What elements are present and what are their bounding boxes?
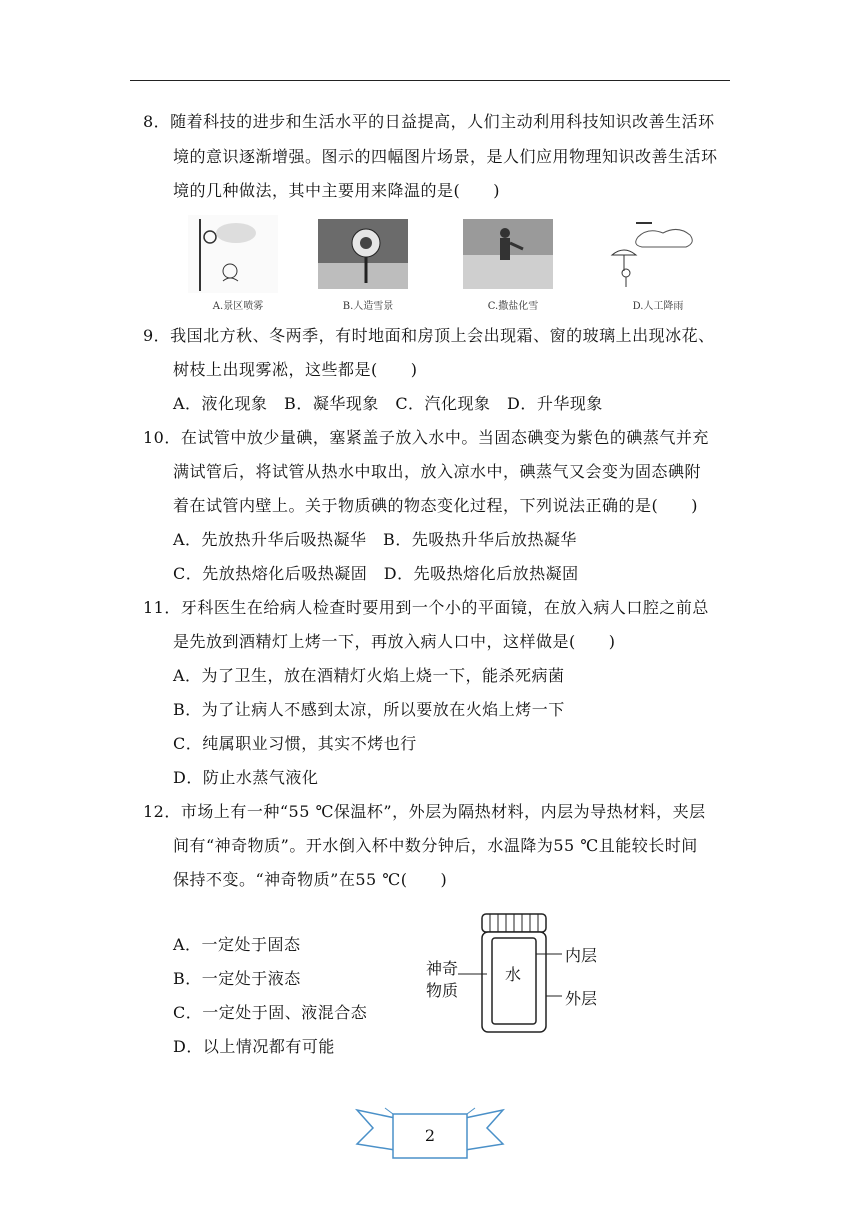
figure-c-caption: C.撒盐化雪 — [487, 301, 539, 312]
q11-line1: 11．牙科医生在给病人检查时要用到一个小的平面镜，在放入病人口腔之前总 — [143, 598, 709, 617]
figure-a-caption: A.景区喷雾 — [212, 301, 264, 312]
snow-machine-icon — [318, 215, 408, 293]
page-number-ribbon — [355, 1100, 505, 1164]
q9-line2: 树枝上出现雾凇，这些都是( ) — [173, 360, 418, 379]
cup-inner-label: 内层 — [565, 946, 598, 965]
q11-option-b: B．为了让病人不感到太凉，所以要放在火焰上烤一下 — [173, 700, 565, 719]
q8-line2: 境的意识逐渐增强。图示的四幅图片场景，是人们应用物理知识改善生活环 — [173, 147, 718, 166]
q12-option-a: A．一定处于固态 — [173, 935, 301, 954]
q10-line2: 满试管后，将试管从热水中取出，放入凉水中，碘蒸气又会变为固态碘附 — [173, 462, 702, 481]
q8-figures — [188, 215, 708, 315]
salt-worker-icon — [463, 215, 553, 293]
figure-b — [318, 215, 408, 315]
cup-water-label: 水 — [505, 965, 522, 984]
q10-line3: 着在试管内壁上。关于物质碘的物态变化过程，下列说法正确的是( ) — [173, 496, 698, 515]
spray-icon — [188, 215, 278, 293]
figure-a — [188, 215, 278, 315]
artificial-rain-icon — [608, 215, 698, 293]
page-number: 2 — [424, 1126, 436, 1145]
cup-magic-label-1: 神奇 — [426, 959, 459, 978]
q8-line1: 8．随着科技的进步和生活水平的日益提高，人们主动利用科技知识改善生活环 — [143, 112, 715, 131]
cup-magic-label-2: 物质 — [426, 981, 459, 1000]
q12-line1: 12．市场上有一种“55 ℃保温杯”，外层为隔热材料，内层为导热材料，夹层 — [143, 802, 706, 821]
header-rule — [130, 80, 730, 81]
q11-option-a: A．为了卫生，放在酒精灯火焰上烧一下，能杀死病菌 — [173, 666, 565, 685]
q11-line2: 是先放到酒精灯上烤一下，再放入病人口中，这样做是( ) — [173, 632, 616, 651]
q8-line3: 境的几种做法，其中主要用来降温的是( ) — [173, 181, 500, 200]
q10-options-cd: C．先放热熔化后吸热凝固 D．先吸热熔化后放热凝固 — [173, 564, 579, 583]
q12-option-b: B．一定处于液态 — [173, 969, 301, 988]
figure-b-caption: B.人造雪景 — [342, 301, 394, 312]
q12-line3: 保持不变。“神奇物质”在55 ℃( ) — [173, 870, 448, 889]
q12-option-c: C．一定处于固、液混合态 — [173, 1003, 368, 1022]
q11-option-c: C．纯属职业习惯，其实不烤也行 — [173, 734, 417, 753]
q12-line2: 间有“神奇物质”。开水倒入杯中数分钟后，水温降为55 ℃且能较长时间 — [173, 836, 698, 855]
q10-options-ab: A．先放热升华后吸热凝华 B．先吸热升华后放热凝华 — [173, 530, 577, 549]
figure-c — [463, 215, 553, 315]
insulated-cup-diagram — [420, 912, 620, 1037]
q9-line1: 9．我国北方秋、冬两季，有时地面和房顶上会出现霜、窗的玻璃上出现冰花、 — [143, 326, 715, 345]
q9-options: A．液化现象 B．凝华现象 C．汽化现象 D．升华现象 — [173, 394, 603, 413]
figure-d-caption: D.人工降雨 — [632, 301, 684, 312]
cup-outer-label: 外层 — [565, 989, 598, 1008]
q11-option-d: D．防止水蒸气液化 — [173, 768, 319, 787]
figure-d — [608, 215, 698, 315]
q10-line1: 10．在试管中放少量碘，塞紧盖子放入水中。当固态碘变为紫色的碘蒸气并充 — [143, 428, 709, 447]
q12-option-d: D．以上情况都有可能 — [173, 1037, 335, 1056]
